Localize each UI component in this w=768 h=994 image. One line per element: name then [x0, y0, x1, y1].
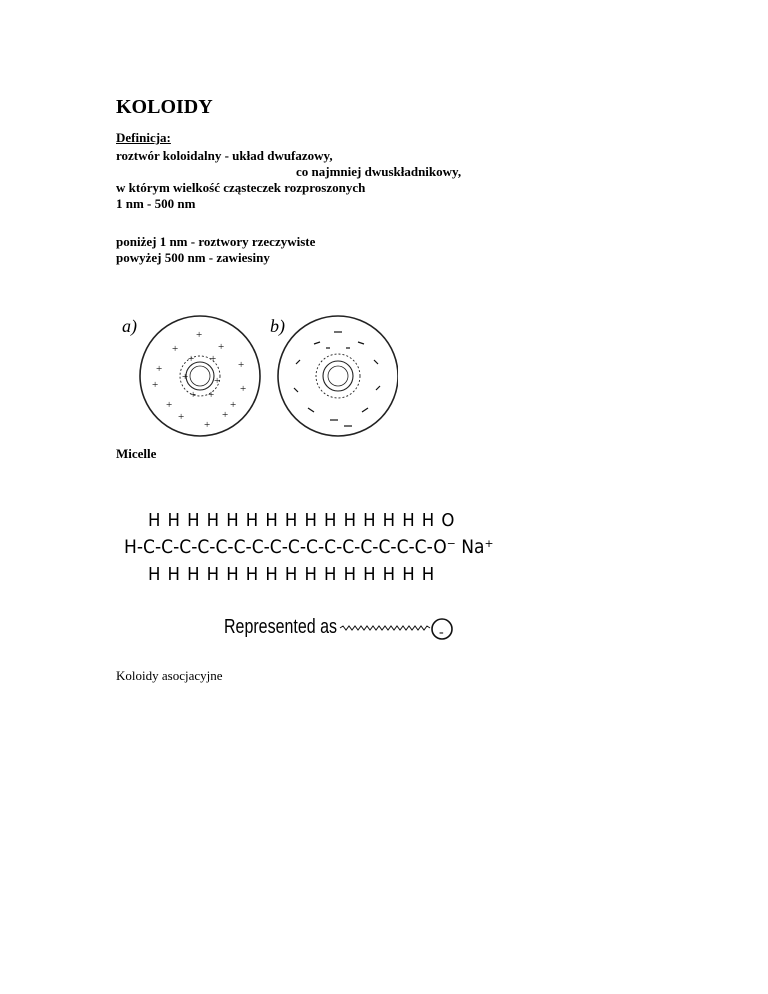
svg-text:+: + — [208, 389, 215, 401]
svg-text:+: + — [240, 383, 247, 395]
svg-text:+: + — [182, 371, 189, 383]
svg-text:+: + — [210, 353, 217, 365]
micelle-caption: Micelle — [116, 446, 157, 461]
formula-top-hydrogens: H H H H H H H H H H H H H H H O — [148, 510, 456, 531]
definition-line-1: roztwór koloidalny - układ dwufazowy, — [116, 148, 333, 163]
svg-text:+: + — [166, 399, 173, 411]
svg-text:+: + — [178, 411, 185, 423]
micelle-a-charges — [152, 329, 246, 431]
formula-bottom-hydrogens: H H H H H H H H H H H H H H H — [148, 564, 436, 585]
svg-text:+: + — [156, 363, 163, 375]
svg-text:+: + — [196, 329, 203, 341]
head-charge: - — [439, 625, 444, 640]
svg-text:+: + — [214, 375, 221, 387]
svg-text:+: + — [218, 341, 225, 353]
surfactant-symbol — [338, 614, 456, 644]
svg-text:+: + — [172, 343, 179, 355]
micelle-label-b: b) — [270, 316, 285, 336]
page-title: KOLOIDY — [116, 96, 213, 118]
footer-text: Koloidy asocjacyjne — [116, 668, 223, 683]
svg-text:+: + — [238, 359, 245, 371]
range-line-2: powyżej 500 nm - zawiesiny — [116, 250, 270, 265]
svg-text:+: + — [204, 419, 211, 431]
formula-carbon-chain: H-C-C-C-C-C-C-C-C-C-C-C-C-C-C-C-C-O⁻ Na⁺ — [124, 536, 494, 558]
svg-text:+: + — [152, 379, 159, 391]
definition-line-2: co najmniej dwuskładnikowy, — [296, 164, 462, 179]
svg-text:+: + — [190, 389, 197, 401]
range-line-1: poniżej 1 nm - roztwory rzeczywiste — [116, 234, 316, 249]
hydrophobic-tail — [340, 626, 430, 630]
micelle-b-charges — [294, 332, 380, 426]
definition-line-4: 1 nm - 500 nm — [116, 196, 196, 211]
svg-text:+: + — [188, 353, 195, 365]
micelle-label-a: a) — [122, 316, 137, 336]
definition-heading: Definicja: — [116, 130, 171, 145]
soap-formula-figure — [120, 496, 540, 656]
definition-line-3: w którym wielkość cząsteczek rozproszonych — [116, 180, 366, 195]
micelle-figure — [118, 308, 398, 440]
micelle-b — [278, 316, 398, 436]
svg-text:+: + — [222, 409, 229, 421]
svg-text:+: + — [230, 399, 237, 411]
represented-as-label: Represented as — [224, 616, 337, 638]
